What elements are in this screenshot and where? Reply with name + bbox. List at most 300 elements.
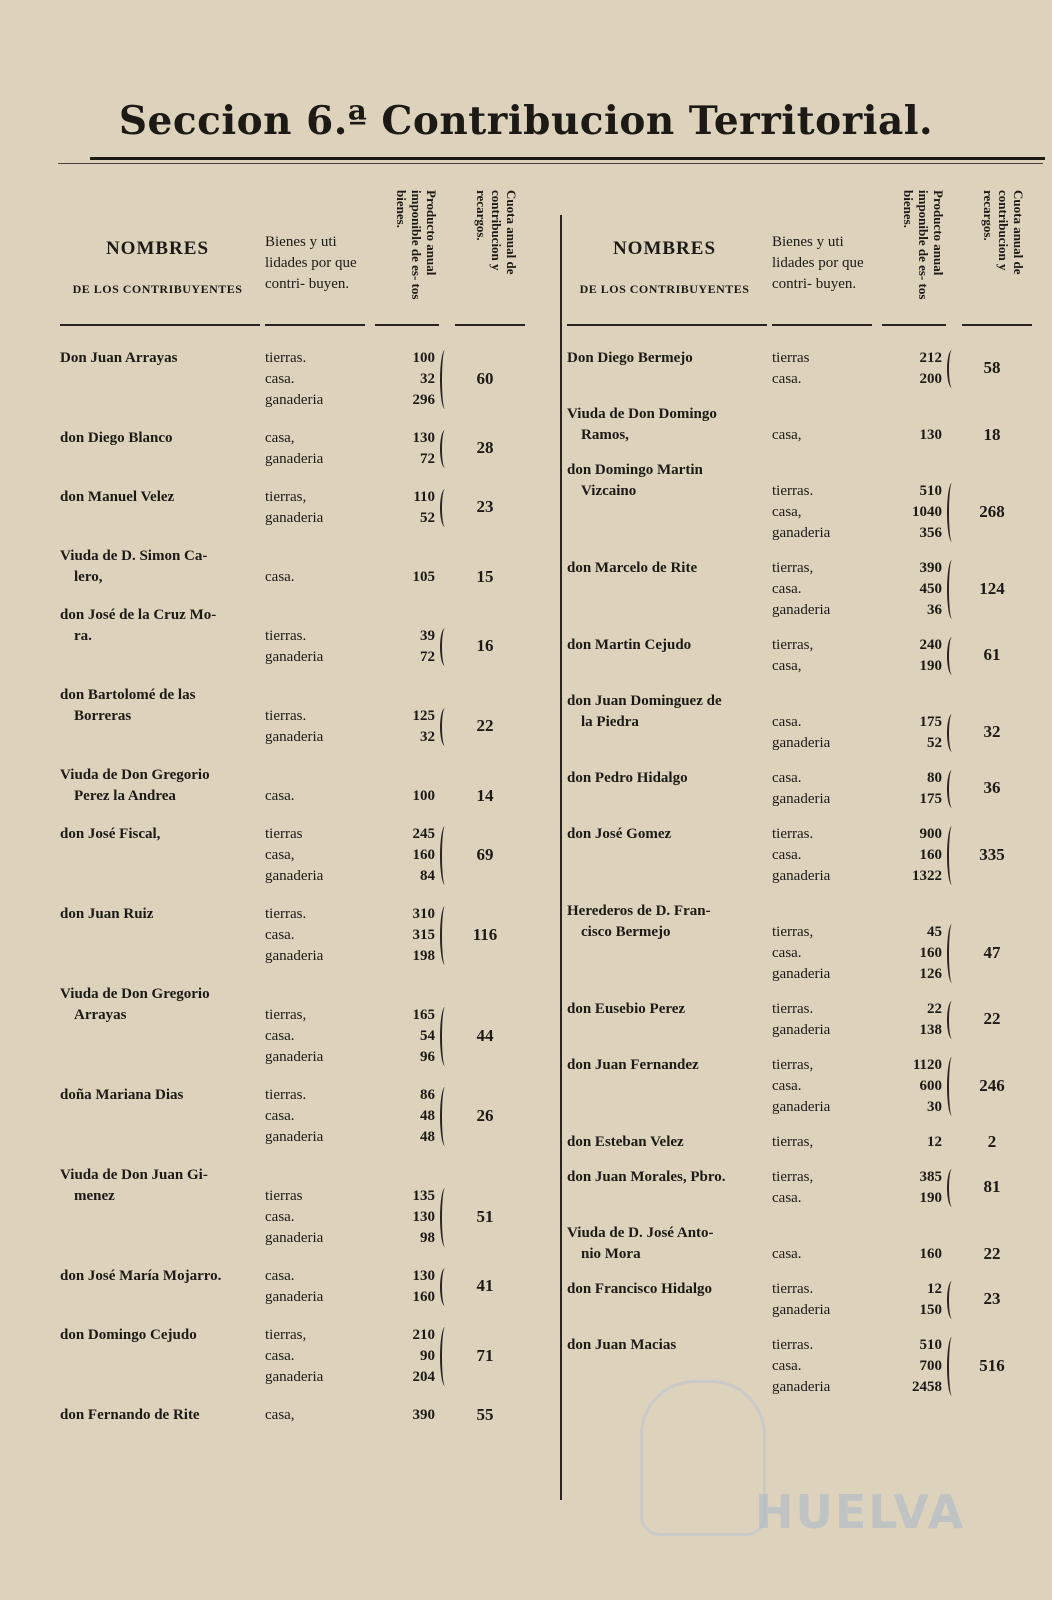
property-types [772, 481, 872, 544]
property-types [265, 824, 365, 887]
product-value: 130 [412, 1209, 435, 1225]
product-value: 72 [420, 649, 435, 665]
brace [440, 1087, 450, 1146]
property-type: tierras, [772, 1134, 814, 1150]
product-value: 2458 [912, 1379, 942, 1395]
contributor-name [567, 691, 767, 733]
tax-quota: 335 [979, 844, 1005, 864]
name-line: Don Juan Arrayas [60, 350, 178, 366]
list-item [60, 1085, 530, 1148]
contributor-name [567, 635, 767, 656]
name-line: don Fernando de Rite [60, 1407, 200, 1423]
property-type: tierras. [772, 1337, 814, 1353]
property-type: tierras [265, 1188, 303, 1204]
list-item [60, 685, 530, 748]
page-title: Seccion 6.ª Contribucion Territorial. [118, 98, 934, 144]
product-values [882, 712, 942, 754]
product-value: 356 [919, 525, 942, 541]
property-type: tierras. [265, 1087, 307, 1103]
property-types [265, 428, 365, 470]
product-value: 1322 [912, 868, 942, 884]
contributor-name [567, 1279, 767, 1300]
product-values [375, 428, 435, 470]
tax-quota: 47 [983, 942, 1001, 962]
property-type: ganaderia [265, 948, 324, 964]
product-value: 32 [420, 729, 435, 745]
tax-quota: 116 [472, 924, 498, 944]
property-type: casa. [772, 1190, 802, 1206]
brace [947, 560, 957, 619]
property-type: ganaderia [265, 1289, 324, 1305]
name-line: don Eusebio Perez [567, 1001, 686, 1017]
brace [440, 1007, 450, 1066]
right-column [567, 178, 1037, 1412]
tax-quota: 32 [983, 722, 1001, 741]
list-item [60, 348, 530, 411]
product-value: 900 [919, 826, 942, 842]
brace [440, 1268, 450, 1306]
property-type: tierras, [772, 560, 814, 576]
contributor-name [60, 1405, 260, 1426]
name-line: don Martin Cejudo [567, 637, 692, 653]
product-values [882, 481, 942, 544]
name-line: don Juan Ruiz [60, 906, 154, 922]
brace [947, 483, 957, 542]
product-value: 510 [919, 483, 942, 499]
name-line: Viuda de Don Domingo [567, 406, 717, 422]
tax-quota: 124 [979, 578, 1005, 598]
contributor-name [60, 1165, 260, 1207]
product-value: 450 [919, 581, 942, 597]
brace [440, 489, 450, 527]
product-value: 160 [919, 1246, 942, 1262]
contributor-name [60, 824, 260, 845]
watermark: HUELVA [755, 1485, 966, 1539]
property-type: ganaderia [265, 649, 324, 665]
product-value: 80 [927, 770, 942, 786]
product-value: 204 [412, 1369, 435, 1385]
brace [440, 430, 450, 468]
property-types [772, 922, 872, 985]
property-type: casa. [772, 1078, 802, 1094]
property-type: casa. [265, 371, 295, 387]
name-line: don Bartolomé de las [60, 687, 196, 703]
property-type: tierras, [772, 924, 814, 940]
property-type: tierras. [265, 628, 307, 644]
product-values [375, 1186, 435, 1249]
name-line: don Esteban Velez [567, 1134, 684, 1150]
header-names-title: NOMBRES [105, 238, 210, 259]
property-type: tierras, [265, 489, 307, 505]
contributor-name [567, 1167, 767, 1188]
library-seal [640, 1380, 766, 1536]
product-values [882, 768, 942, 810]
product-value: 22 [927, 1001, 942, 1017]
property-type: ganaderia [265, 1369, 324, 1385]
product-value: 385 [919, 1169, 942, 1185]
tax-quota: 16 [476, 636, 494, 655]
property-type: tierras, [265, 1327, 307, 1343]
property-types [265, 567, 365, 588]
product-values [375, 786, 435, 807]
property-types [265, 1405, 365, 1426]
name-line: nio Mora [581, 1246, 641, 1262]
product-value: 190 [919, 1190, 942, 1206]
list-item [567, 1223, 1037, 1265]
property-type: casa, [265, 1407, 295, 1423]
property-type: tierras, [772, 1057, 814, 1073]
header-bienes: Bienes y uti lidades por que contri- buyen. [772, 234, 864, 292]
name-line: don Domingo Martin [567, 462, 703, 478]
property-type: casa. [772, 581, 802, 597]
tax-quota: 81 [983, 1177, 1001, 1196]
name-line: don Pedro Hidalgo [567, 770, 688, 786]
header-names [567, 238, 762, 297]
tax-quota: 516 [979, 1355, 1005, 1375]
right-entries [567, 318, 1037, 1412]
product-value: 240 [919, 637, 942, 653]
list-item [567, 460, 1037, 544]
product-value: 12 [927, 1281, 942, 1297]
product-values [375, 1005, 435, 1068]
tax-quota: 22 [983, 1243, 1001, 1263]
product-values [375, 487, 435, 529]
left-column [60, 178, 530, 1443]
property-type: casa. [772, 1246, 802, 1262]
product-value: 510 [919, 1337, 942, 1353]
product-values [375, 348, 435, 411]
product-value: 48 [420, 1108, 435, 1124]
contributor-name [567, 404, 767, 446]
name-line: Borreras [74, 708, 132, 724]
list-item [567, 824, 1037, 887]
title-rule [90, 157, 1045, 160]
brace [440, 708, 450, 746]
product-value: 84 [420, 868, 435, 884]
list-item [567, 1167, 1037, 1209]
property-type: casa. [265, 1209, 295, 1225]
property-type: casa. [265, 927, 295, 943]
brace [947, 1057, 957, 1116]
product-value: 315 [412, 927, 435, 943]
property-type: ganaderia [265, 451, 324, 467]
product-value: 125 [412, 708, 435, 724]
column-divider [560, 215, 562, 1500]
list-item [567, 635, 1037, 677]
header-cuota: Cuota anual de contribucion y recargos. [474, 190, 519, 275]
tax-quota: 23 [983, 1289, 1001, 1308]
tax-quota: 44 [476, 1025, 494, 1045]
name-line: Viuda de Don Gregorio [60, 767, 210, 783]
product-value: 190 [919, 658, 942, 674]
product-value: 310 [412, 906, 435, 922]
header-producto: Producto anual imponible de es- tos bienes. [901, 190, 946, 300]
header-names-subtitle: DE LOS CONTRIBUYENTES [579, 282, 750, 296]
brace [947, 1169, 957, 1207]
property-types [772, 1055, 872, 1118]
list-item [60, 904, 530, 967]
list-item [60, 605, 530, 668]
product-value: 98 [420, 1230, 435, 1246]
product-value: 175 [919, 791, 942, 807]
product-value: 52 [927, 735, 942, 751]
list-item [567, 348, 1037, 390]
property-type: tierras. [772, 1281, 814, 1297]
property-type: ganaderia [265, 1230, 324, 1246]
product-value: 390 [412, 1407, 435, 1423]
property-types [265, 487, 365, 529]
name-line: Viuda de D. Simon Ca- [60, 548, 208, 564]
contributor-name [60, 546, 260, 588]
property-types [772, 824, 872, 887]
property-type: ganaderia [265, 868, 324, 884]
property-type: casa. [772, 371, 802, 387]
contributor-name [60, 685, 260, 727]
product-values [375, 1085, 435, 1148]
product-value: 130 [412, 430, 435, 446]
property-types [772, 768, 872, 810]
property-type: casa, [265, 847, 295, 863]
list-item [567, 1055, 1037, 1118]
property-type: casa. [772, 770, 802, 786]
contributor-name [60, 765, 260, 807]
product-values [882, 1132, 942, 1153]
contributor-name [567, 460, 767, 502]
list-item [567, 1279, 1037, 1321]
product-value: 100 [412, 350, 435, 366]
header-cuota: Cuota anual de contribucion y recargos. [981, 190, 1026, 275]
name-line: don Marcelo de Rite [567, 560, 698, 576]
tax-quota: 18 [983, 424, 1001, 444]
property-type: ganaderia [772, 1099, 831, 1115]
product-values [375, 904, 435, 967]
product-value: 1120 [912, 1057, 942, 1073]
name-line: ra. [74, 628, 92, 644]
property-types [265, 348, 365, 411]
product-value: 12 [927, 1134, 942, 1150]
product-value: 212 [919, 350, 942, 366]
contributor-name [567, 1132, 767, 1153]
list-item [567, 901, 1037, 985]
property-type: ganaderia [772, 966, 831, 982]
brace [440, 628, 450, 666]
contributor-name [567, 999, 767, 1020]
name-line: don Juan Macias [567, 1337, 677, 1353]
product-values [882, 558, 942, 621]
name-line: don José María Mojarro. [60, 1268, 222, 1284]
contributor-name [60, 428, 260, 449]
property-types [772, 1279, 872, 1321]
header-names [60, 238, 255, 297]
name-line: Herederos de D. Fran- [567, 903, 711, 919]
property-types [772, 712, 872, 754]
product-value: 165 [412, 1007, 435, 1023]
property-types [772, 999, 872, 1041]
name-line: Arrayas [74, 1007, 127, 1023]
product-value: 160 [919, 847, 942, 863]
list-item [567, 558, 1037, 621]
property-types [265, 904, 365, 967]
header-bienes: Bienes y uti lidades por que contri- buyen. [265, 234, 357, 292]
property-type: ganaderia [772, 1379, 831, 1395]
product-value: 45 [927, 924, 942, 940]
table-header [567, 178, 1037, 318]
brace [947, 770, 957, 808]
brace [947, 1337, 957, 1396]
property-types [265, 1085, 365, 1148]
tax-quota: 61 [983, 645, 1001, 664]
product-values [375, 706, 435, 748]
contributor-name [567, 1055, 767, 1076]
list-item [567, 999, 1037, 1041]
product-values [882, 1055, 942, 1118]
tax-quota: 15 [476, 566, 494, 586]
product-values [882, 348, 942, 390]
property-types [772, 1132, 872, 1153]
table-header [60, 178, 530, 318]
product-value: 160 [919, 945, 942, 961]
property-type: casa, [772, 658, 802, 674]
property-types [772, 1335, 872, 1398]
property-type: tierras. [265, 906, 307, 922]
list-item [60, 824, 530, 887]
product-values [375, 1405, 435, 1426]
product-value: 90 [420, 1348, 435, 1364]
product-values [375, 567, 435, 588]
product-values [882, 635, 942, 677]
contributor-name [567, 348, 767, 369]
list-item [60, 765, 530, 807]
property-types [772, 1167, 872, 1209]
contributor-name [567, 1223, 767, 1265]
name-line: don José Gomez [567, 826, 672, 842]
property-type: casa. [265, 569, 295, 585]
property-types [265, 1005, 365, 1068]
name-line: don José de la Cruz Mo- [60, 607, 217, 623]
product-value: 32 [420, 371, 435, 387]
tax-quota: 22 [983, 1009, 1001, 1028]
product-value: 160 [412, 847, 435, 863]
property-type: tierras. [772, 826, 814, 842]
brace [440, 1327, 450, 1386]
property-type: casa. [265, 1268, 295, 1284]
property-type: ganaderia [772, 602, 831, 618]
name-line: don José Fiscal, [60, 826, 161, 842]
tax-quota: 22 [476, 716, 494, 735]
product-value: 200 [919, 371, 942, 387]
property-type: casa. [772, 1358, 802, 1374]
list-item [60, 1325, 530, 1388]
property-types [265, 1266, 365, 1308]
name-line: lero, [74, 569, 103, 585]
list-item [60, 546, 530, 588]
property-type: tierras [265, 826, 303, 842]
contributor-name [60, 348, 260, 369]
tax-quota: 36 [983, 778, 1001, 797]
header-names-subtitle: DE LOS CONTRIBUYENTES [72, 282, 243, 296]
property-type: ganaderia [772, 735, 831, 751]
property-type: casa, [772, 504, 802, 520]
property-type: ganaderia [265, 510, 324, 526]
list-item [60, 487, 530, 529]
contributor-name [60, 605, 260, 647]
tax-quota: 71 [476, 1345, 494, 1365]
name-line: Ramos, [581, 427, 629, 443]
product-values [375, 824, 435, 887]
tax-quota: 58 [983, 358, 1001, 377]
product-value: 138 [919, 1022, 942, 1038]
property-types [772, 1244, 872, 1265]
product-value: 36 [927, 602, 942, 618]
product-values [882, 999, 942, 1041]
product-value: 210 [412, 1327, 435, 1343]
product-values [375, 1325, 435, 1388]
list-item [60, 1266, 530, 1308]
name-line: Perez la Andrea [74, 788, 176, 804]
contributor-name [567, 558, 767, 579]
property-type: ganaderia [265, 1049, 324, 1065]
property-types [265, 626, 365, 668]
property-types [772, 558, 872, 621]
tax-quota: 23 [476, 497, 494, 516]
brace [947, 1281, 957, 1319]
list-item [60, 428, 530, 470]
property-type: tierras, [265, 1007, 307, 1023]
list-item [567, 404, 1037, 446]
list-item [60, 1405, 530, 1426]
property-type: casa. [772, 945, 802, 961]
property-type: ganaderia [772, 868, 831, 884]
contributor-name [60, 904, 260, 925]
product-value: 110 [413, 489, 435, 505]
name-line: don Domingo Cejudo [60, 1327, 197, 1343]
property-type: ganaderia [772, 525, 831, 541]
product-value: 700 [919, 1358, 942, 1374]
contributor-name [567, 768, 767, 789]
name-line: Viuda de Don Juan Gi- [60, 1167, 208, 1183]
tax-quota: 2 [987, 1131, 997, 1151]
brace [947, 924, 957, 983]
tax-quota: 69 [476, 844, 494, 864]
name-line: Viuda de Don Gregorio [60, 986, 210, 1002]
name-line: don Manuel Velez [60, 489, 175, 505]
list-item [567, 1335, 1037, 1398]
contributor-name [60, 487, 260, 508]
product-value: 390 [919, 560, 942, 576]
contributor-name [60, 1085, 260, 1106]
header-producto: Producto anual imponible de es- tos bienes. [394, 190, 439, 300]
tax-quota: 55 [476, 1404, 494, 1424]
property-types [265, 1186, 365, 1249]
name-line: don Juan Morales, Pbro. [567, 1169, 726, 1185]
list-item [567, 768, 1037, 810]
list-item [60, 984, 530, 1068]
property-type: ganaderia [772, 1302, 831, 1318]
product-value: 72 [420, 451, 435, 467]
property-types [772, 635, 872, 677]
brace [947, 714, 957, 752]
property-type: tierras. [772, 483, 814, 499]
product-values [882, 1279, 942, 1321]
contributor-name [567, 1335, 767, 1356]
property-type: casa. [265, 788, 295, 804]
brace [440, 826, 450, 885]
property-type: tierras, [772, 1169, 814, 1185]
tax-quota: 14 [476, 785, 494, 805]
product-values [882, 425, 942, 446]
title-rule-thin [58, 163, 1043, 164]
product-value: 96 [420, 1049, 435, 1065]
